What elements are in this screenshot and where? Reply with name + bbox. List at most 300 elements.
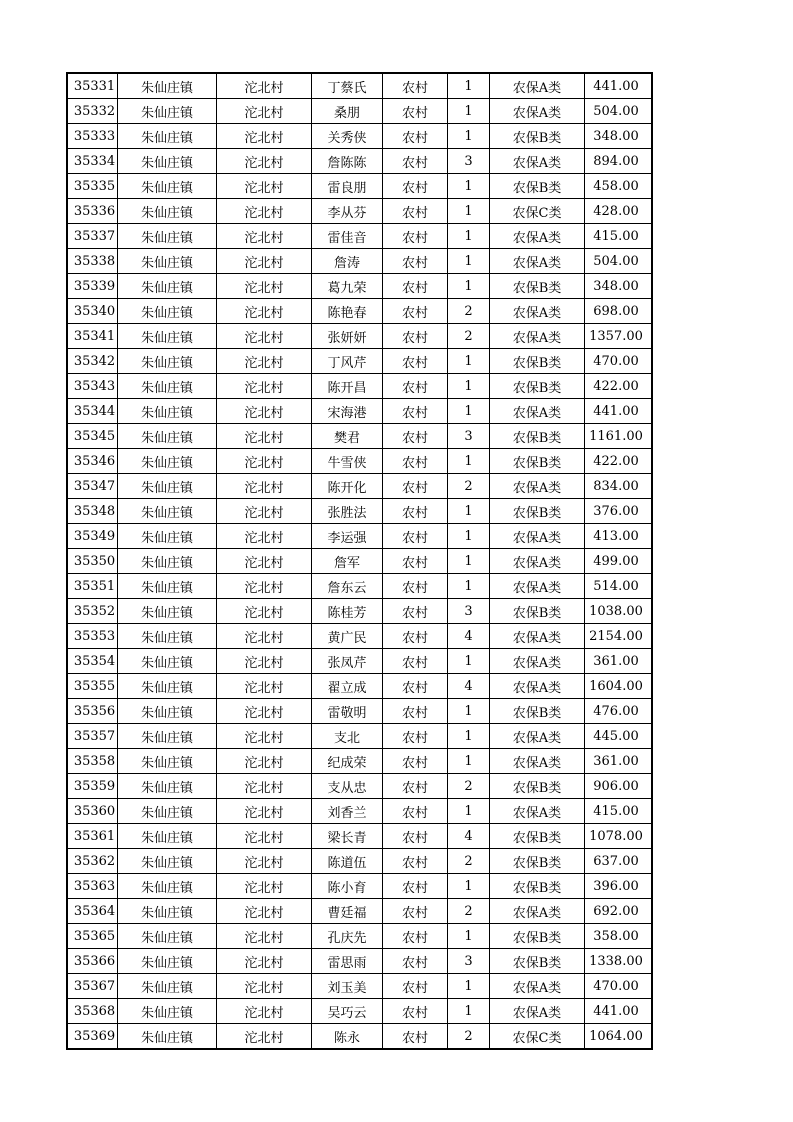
household-type-cell: 农村 <box>383 399 448 424</box>
name-cell: 吴巧云 <box>312 999 383 1024</box>
village-cell: 沱北村 <box>217 849 312 874</box>
village-cell: 沱北村 <box>217 449 312 474</box>
village-cell: 沱北村 <box>217 699 312 724</box>
town-cell: 朱仙庄镇 <box>118 724 217 749</box>
household-type-cell: 农村 <box>383 824 448 849</box>
table-row <box>67 124 652 149</box>
record-id-cell: 35358 <box>67 749 118 774</box>
record-id-cell: 35332 <box>67 99 118 124</box>
amount-cell: 361.00 <box>585 749 653 774</box>
town-cell: 朱仙庄镇 <box>118 499 217 524</box>
household-type-cell: 农村 <box>383 99 448 124</box>
category-cell: 农保A类 <box>490 574 585 599</box>
category-cell: 农保A类 <box>490 624 585 649</box>
amount-cell: 376.00 <box>585 499 653 524</box>
table-row <box>67 774 652 799</box>
category-cell: 农保B类 <box>490 499 585 524</box>
amount-cell: 441.00 <box>585 399 653 424</box>
category-cell: 农保B类 <box>490 174 585 199</box>
amount-cell: 1161.00 <box>585 424 653 449</box>
village-cell: 沱北村 <box>217 274 312 299</box>
name-cell: 陈开昌 <box>312 374 383 399</box>
village-cell: 沱北村 <box>217 974 312 999</box>
town-cell: 朱仙庄镇 <box>118 649 217 674</box>
name-cell: 刘玉美 <box>312 974 383 999</box>
name-cell: 詹涛 <box>312 249 383 274</box>
town-cell: 朱仙庄镇 <box>118 124 217 149</box>
record-id-cell: 35340 <box>67 299 118 324</box>
amount-cell: 441.00 <box>585 73 653 99</box>
town-cell: 朱仙庄镇 <box>118 924 217 949</box>
category-cell: 农保C类 <box>490 1024 585 1050</box>
record-id-cell: 35331 <box>67 73 118 99</box>
village-cell: 沱北村 <box>217 474 312 499</box>
table-row <box>67 474 652 499</box>
household-type-cell: 农村 <box>383 549 448 574</box>
table-row <box>67 524 652 549</box>
village-cell: 沱北村 <box>217 199 312 224</box>
table-row <box>67 449 652 474</box>
category-cell: 农保A类 <box>490 549 585 574</box>
town-cell: 朱仙庄镇 <box>118 849 217 874</box>
member-count-cell: 1 <box>448 199 490 224</box>
amount-cell: 361.00 <box>585 649 653 674</box>
category-cell: 农保B类 <box>490 824 585 849</box>
name-cell: 樊君 <box>312 424 383 449</box>
category-cell: 农保A类 <box>490 524 585 549</box>
town-cell: 朱仙庄镇 <box>118 599 217 624</box>
member-count-cell: 1 <box>448 174 490 199</box>
record-id-cell: 35348 <box>67 499 118 524</box>
record-id-cell: 35359 <box>67 774 118 799</box>
amount-cell: 2154.00 <box>585 624 653 649</box>
household-type-cell: 农村 <box>383 1024 448 1050</box>
record-id-cell: 35346 <box>67 449 118 474</box>
amount-cell: 504.00 <box>585 99 653 124</box>
household-type-cell: 农村 <box>383 424 448 449</box>
village-cell: 沱北村 <box>217 899 312 924</box>
household-type-cell: 农村 <box>383 499 448 524</box>
town-cell: 朱仙庄镇 <box>118 399 217 424</box>
household-type-cell: 农村 <box>383 899 448 924</box>
table-row <box>67 399 652 424</box>
amount-cell: 348.00 <box>585 124 653 149</box>
record-id-cell: 35347 <box>67 474 118 499</box>
town-cell: 朱仙庄镇 <box>118 274 217 299</box>
record-id-cell: 35351 <box>67 574 118 599</box>
record-id-cell: 35353 <box>67 624 118 649</box>
name-cell: 李从芬 <box>312 199 383 224</box>
table-row <box>67 974 652 999</box>
member-count-cell: 1 <box>448 574 490 599</box>
name-cell: 张妍妍 <box>312 324 383 349</box>
table-row <box>67 649 652 674</box>
amount-cell: 428.00 <box>585 199 653 224</box>
town-cell: 朱仙庄镇 <box>118 324 217 349</box>
village-cell: 沱北村 <box>217 499 312 524</box>
table-row <box>67 224 652 249</box>
village-cell: 沱北村 <box>217 549 312 574</box>
village-cell: 沱北村 <box>217 999 312 1024</box>
village-cell: 沱北村 <box>217 73 312 99</box>
record-id-cell: 35364 <box>67 899 118 924</box>
village-cell: 沱北村 <box>217 324 312 349</box>
table-row <box>67 424 652 449</box>
member-count-cell: 3 <box>448 949 490 974</box>
amount-cell: 692.00 <box>585 899 653 924</box>
household-type-cell: 农村 <box>383 874 448 899</box>
record-id-cell: 35333 <box>67 124 118 149</box>
town-cell: 朱仙庄镇 <box>118 824 217 849</box>
village-cell: 沱北村 <box>217 824 312 849</box>
village-cell: 沱北村 <box>217 774 312 799</box>
member-count-cell: 1 <box>448 749 490 774</box>
category-cell: 农保A类 <box>490 799 585 824</box>
village-cell: 沱北村 <box>217 799 312 824</box>
amount-cell: 1338.00 <box>585 949 653 974</box>
town-cell: 朱仙庄镇 <box>118 899 217 924</box>
village-cell: 沱北村 <box>217 749 312 774</box>
name-cell: 丁风芹 <box>312 349 383 374</box>
record-id-cell: 35352 <box>67 599 118 624</box>
household-type-cell: 农村 <box>383 699 448 724</box>
table-row <box>67 699 652 724</box>
name-cell: 丁蔡氏 <box>312 73 383 99</box>
category-cell: 农保B类 <box>490 599 585 624</box>
category-cell: 农保C类 <box>490 199 585 224</box>
table-row <box>67 749 652 774</box>
village-cell: 沱北村 <box>217 574 312 599</box>
town-cell: 朱仙庄镇 <box>118 149 217 174</box>
record-id-cell: 35342 <box>67 349 118 374</box>
name-cell: 桑朋 <box>312 99 383 124</box>
town-cell: 朱仙庄镇 <box>118 549 217 574</box>
record-id-cell: 35367 <box>67 974 118 999</box>
member-count-cell: 1 <box>448 549 490 574</box>
record-id-cell: 35336 <box>67 199 118 224</box>
member-count-cell: 1 <box>448 374 490 399</box>
household-type-cell: 农村 <box>383 349 448 374</box>
household-type-cell: 农村 <box>383 124 448 149</box>
household-type-cell: 农村 <box>383 649 448 674</box>
town-cell: 朱仙庄镇 <box>118 199 217 224</box>
table-row <box>67 374 652 399</box>
name-cell: 雷敬明 <box>312 699 383 724</box>
member-count-cell: 2 <box>448 324 490 349</box>
household-type-cell: 农村 <box>383 849 448 874</box>
amount-cell: 413.00 <box>585 524 653 549</box>
town-cell: 朱仙庄镇 <box>118 949 217 974</box>
category-cell: 农保B类 <box>490 699 585 724</box>
member-count-cell: 2 <box>448 899 490 924</box>
household-type-cell: 农村 <box>383 149 448 174</box>
name-cell: 陈小育 <box>312 874 383 899</box>
household-type-cell: 农村 <box>383 574 448 599</box>
household-type-cell: 农村 <box>383 274 448 299</box>
record-id-cell: 35361 <box>67 824 118 849</box>
category-cell: 农保A类 <box>490 724 585 749</box>
table-row <box>67 499 652 524</box>
village-cell: 沱北村 <box>217 649 312 674</box>
name-cell: 纪成荣 <box>312 749 383 774</box>
town-cell: 朱仙庄镇 <box>118 999 217 1024</box>
amount-cell: 1078.00 <box>585 824 653 849</box>
household-type-cell: 农村 <box>383 474 448 499</box>
record-id-cell: 35365 <box>67 924 118 949</box>
category-cell: 农保B类 <box>490 424 585 449</box>
town-cell: 朱仙庄镇 <box>118 699 217 724</box>
village-cell: 沱北村 <box>217 624 312 649</box>
amount-cell: 441.00 <box>585 999 653 1024</box>
village-cell: 沱北村 <box>217 524 312 549</box>
member-count-cell: 4 <box>448 674 490 699</box>
records-table <box>66 72 653 1050</box>
name-cell: 孔庆先 <box>312 924 383 949</box>
amount-cell: 1604.00 <box>585 674 653 699</box>
name-cell: 张胜法 <box>312 499 383 524</box>
town-cell: 朱仙庄镇 <box>118 449 217 474</box>
village-cell: 沱北村 <box>217 949 312 974</box>
name-cell: 支北 <box>312 724 383 749</box>
record-id-cell: 35354 <box>67 649 118 674</box>
village-cell: 沱北村 <box>217 599 312 624</box>
village-cell: 沱北村 <box>217 674 312 699</box>
household-type-cell: 农村 <box>383 724 448 749</box>
name-cell: 陈道伍 <box>312 849 383 874</box>
record-id-cell: 35343 <box>67 374 118 399</box>
table-row <box>67 149 652 174</box>
table-row <box>67 73 652 99</box>
category-cell: 农保A类 <box>490 899 585 924</box>
town-cell: 朱仙庄镇 <box>118 374 217 399</box>
category-cell: 农保B类 <box>490 449 585 474</box>
category-cell: 农保A类 <box>490 249 585 274</box>
category-cell: 农保A类 <box>490 749 585 774</box>
name-cell: 支从忠 <box>312 774 383 799</box>
household-type-cell: 农村 <box>383 324 448 349</box>
name-cell: 葛九荣 <box>312 274 383 299</box>
amount-cell: 698.00 <box>585 299 653 324</box>
amount-cell: 834.00 <box>585 474 653 499</box>
town-cell: 朱仙庄镇 <box>118 73 217 99</box>
table-row <box>67 899 652 924</box>
name-cell: 梁长青 <box>312 824 383 849</box>
category-cell: 农保A类 <box>490 73 585 99</box>
category-cell: 农保A类 <box>490 99 585 124</box>
name-cell: 刘香兰 <box>312 799 383 824</box>
category-cell: 农保B类 <box>490 774 585 799</box>
record-id-cell: 35338 <box>67 249 118 274</box>
name-cell: 詹陈陈 <box>312 149 383 174</box>
category-cell: 农保B类 <box>490 349 585 374</box>
town-cell: 朱仙庄镇 <box>118 424 217 449</box>
town-cell: 朱仙庄镇 <box>118 174 217 199</box>
name-cell: 詹东云 <box>312 574 383 599</box>
amount-cell: 906.00 <box>585 774 653 799</box>
table-row <box>67 549 652 574</box>
town-cell: 朱仙庄镇 <box>118 624 217 649</box>
table-row <box>67 799 652 824</box>
household-type-cell: 农村 <box>383 174 448 199</box>
name-cell: 曹廷福 <box>312 899 383 924</box>
member-count-cell: 1 <box>448 399 490 424</box>
town-cell: 朱仙庄镇 <box>118 974 217 999</box>
household-type-cell: 农村 <box>383 624 448 649</box>
name-cell: 詹军 <box>312 549 383 574</box>
amount-cell: 504.00 <box>585 249 653 274</box>
record-id-cell: 35341 <box>67 324 118 349</box>
table-row <box>67 949 652 974</box>
household-type-cell: 农村 <box>383 449 448 474</box>
village-cell: 沱北村 <box>217 924 312 949</box>
table-row <box>67 174 652 199</box>
household-type-cell: 农村 <box>383 249 448 274</box>
household-type-cell: 农村 <box>383 999 448 1024</box>
name-cell: 陈开化 <box>312 474 383 499</box>
town-cell: 朱仙庄镇 <box>118 249 217 274</box>
amount-cell: 637.00 <box>585 849 653 874</box>
table-row <box>67 249 652 274</box>
amount-cell: 499.00 <box>585 549 653 574</box>
amount-cell: 1038.00 <box>585 599 653 624</box>
village-cell: 沱北村 <box>217 874 312 899</box>
category-cell: 农保A类 <box>490 999 585 1024</box>
record-id-cell: 35339 <box>67 274 118 299</box>
record-id-cell: 35345 <box>67 424 118 449</box>
name-cell: 陈桂芳 <box>312 599 383 624</box>
category-cell: 农保B类 <box>490 924 585 949</box>
household-type-cell: 农村 <box>383 224 448 249</box>
member-count-cell: 2 <box>448 474 490 499</box>
record-id-cell: 35335 <box>67 174 118 199</box>
member-count-cell: 1 <box>448 449 490 474</box>
amount-cell: 894.00 <box>585 149 653 174</box>
village-cell: 沱北村 <box>217 1024 312 1050</box>
member-count-cell: 2 <box>448 1024 490 1050</box>
town-cell: 朱仙庄镇 <box>118 474 217 499</box>
member-count-cell: 4 <box>448 624 490 649</box>
category-cell: 农保A类 <box>490 399 585 424</box>
category-cell: 农保B类 <box>490 874 585 899</box>
member-count-cell: 1 <box>448 124 490 149</box>
member-count-cell: 1 <box>448 874 490 899</box>
record-id-cell: 35368 <box>67 999 118 1024</box>
amount-cell: 445.00 <box>585 724 653 749</box>
village-cell: 沱北村 <box>217 399 312 424</box>
amount-cell: 415.00 <box>585 799 653 824</box>
household-type-cell: 农村 <box>383 674 448 699</box>
town-cell: 朱仙庄镇 <box>118 774 217 799</box>
member-count-cell: 1 <box>448 649 490 674</box>
amount-cell: 348.00 <box>585 274 653 299</box>
member-count-cell: 4 <box>448 824 490 849</box>
amount-cell: 458.00 <box>585 174 653 199</box>
village-cell: 沱北村 <box>217 224 312 249</box>
town-cell: 朱仙庄镇 <box>118 749 217 774</box>
member-count-cell: 1 <box>448 924 490 949</box>
amount-cell: 1064.00 <box>585 1024 653 1050</box>
member-count-cell: 1 <box>448 274 490 299</box>
table-row <box>67 574 652 599</box>
name-cell: 宋海港 <box>312 399 383 424</box>
record-id-cell: 35355 <box>67 674 118 699</box>
town-cell: 朱仙庄镇 <box>118 524 217 549</box>
member-count-cell: 3 <box>448 599 490 624</box>
household-type-cell: 农村 <box>383 949 448 974</box>
category-cell: 农保A类 <box>490 299 585 324</box>
table-row <box>67 599 652 624</box>
name-cell: 陈永 <box>312 1024 383 1050</box>
table-row <box>67 674 652 699</box>
amount-cell: 476.00 <box>585 699 653 724</box>
household-type-cell: 农村 <box>383 73 448 99</box>
member-count-cell: 3 <box>448 149 490 174</box>
town-cell: 朱仙庄镇 <box>118 1024 217 1050</box>
village-cell: 沱北村 <box>217 124 312 149</box>
member-count-cell: 1 <box>448 974 490 999</box>
table-row <box>67 724 652 749</box>
household-type-cell: 农村 <box>383 599 448 624</box>
record-id-cell: 35337 <box>67 224 118 249</box>
record-id-cell: 35357 <box>67 724 118 749</box>
amount-cell: 470.00 <box>585 974 653 999</box>
town-cell: 朱仙庄镇 <box>118 674 217 699</box>
household-type-cell: 农村 <box>383 749 448 774</box>
member-count-cell: 1 <box>448 999 490 1024</box>
record-id-cell: 35366 <box>67 949 118 974</box>
town-cell: 朱仙庄镇 <box>118 574 217 599</box>
category-cell: 农保A类 <box>490 474 585 499</box>
category-cell: 农保A类 <box>490 674 585 699</box>
member-count-cell: 1 <box>448 524 490 549</box>
member-count-cell: 2 <box>448 299 490 324</box>
amount-cell: 514.00 <box>585 574 653 599</box>
amount-cell: 358.00 <box>585 924 653 949</box>
name-cell: 牛雪侠 <box>312 449 383 474</box>
records-table-body <box>67 73 652 1049</box>
record-id-cell: 35360 <box>67 799 118 824</box>
member-count-cell: 1 <box>448 349 490 374</box>
village-cell: 沱北村 <box>217 374 312 399</box>
village-cell: 沱北村 <box>217 424 312 449</box>
category-cell: 农保A类 <box>490 149 585 174</box>
name-cell: 李运强 <box>312 524 383 549</box>
table-row <box>67 624 652 649</box>
record-id-cell: 35362 <box>67 849 118 874</box>
table-row <box>67 1024 652 1050</box>
name-cell: 黄广民 <box>312 624 383 649</box>
table-row <box>67 874 652 899</box>
table-row <box>67 274 652 299</box>
category-cell: 农保A类 <box>490 649 585 674</box>
village-cell: 沱北村 <box>217 299 312 324</box>
name-cell: 翟立成 <box>312 674 383 699</box>
table-row <box>67 999 652 1024</box>
table-row <box>67 324 652 349</box>
table-row <box>67 824 652 849</box>
village-cell: 沱北村 <box>217 99 312 124</box>
town-cell: 朱仙庄镇 <box>118 349 217 374</box>
amount-cell: 470.00 <box>585 349 653 374</box>
household-type-cell: 农村 <box>383 924 448 949</box>
table-row <box>67 199 652 224</box>
member-count-cell: 1 <box>448 699 490 724</box>
category-cell: 农保B类 <box>490 849 585 874</box>
amount-cell: 422.00 <box>585 374 653 399</box>
amount-cell: 422.00 <box>585 449 653 474</box>
town-cell: 朱仙庄镇 <box>118 299 217 324</box>
record-id-cell: 35369 <box>67 1024 118 1050</box>
